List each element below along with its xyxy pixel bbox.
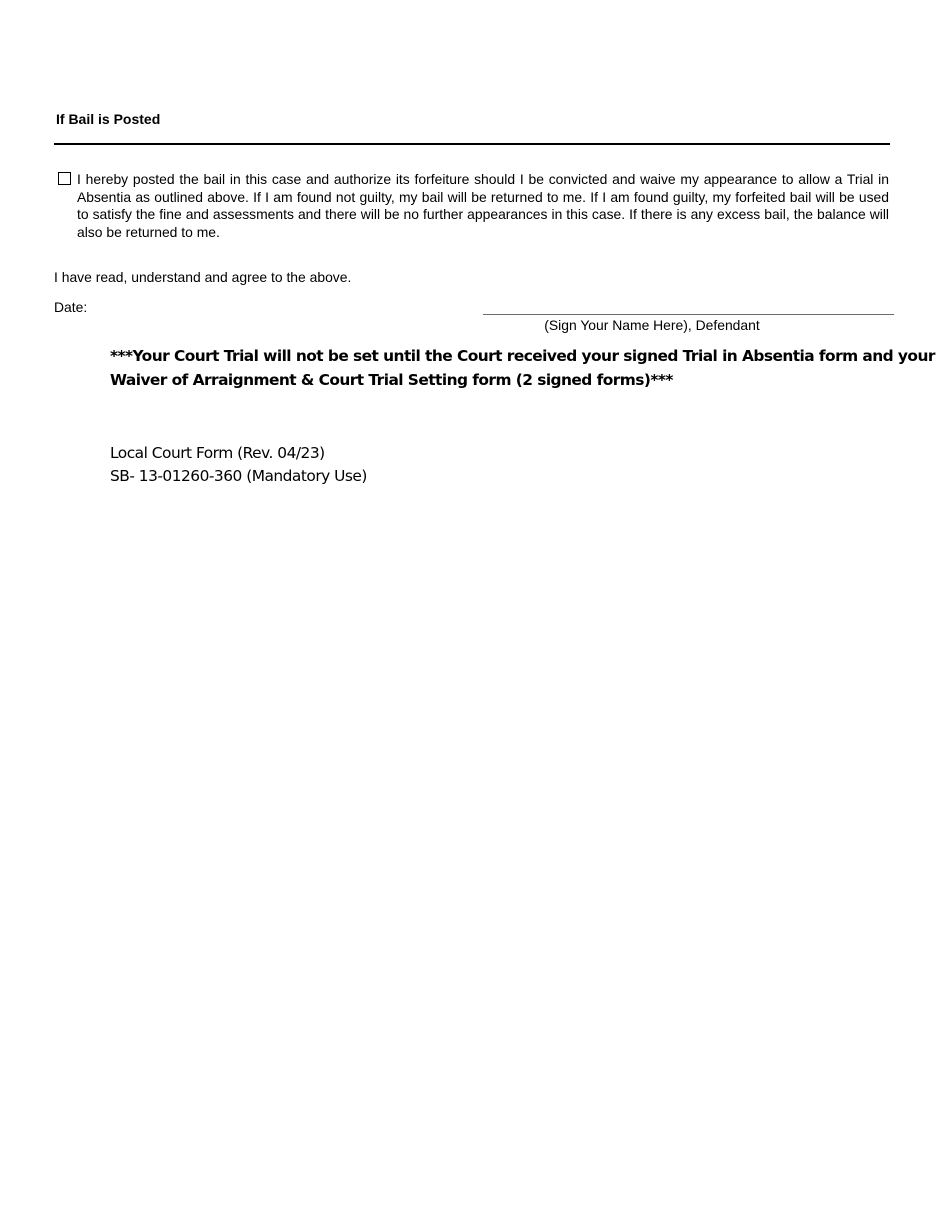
bail-posted-checkbox[interactable] bbox=[58, 172, 71, 185]
acknowledgement-text: I have read, understand and agree to the above. bbox=[54, 269, 352, 285]
signature-caption: (Sign Your Name Here), Defendant bbox=[544, 317, 760, 333]
form-number: SB- 13-01260-360 (Mandatory Use) bbox=[110, 467, 367, 485]
notice-line-1: ***Your Court Trial will not be set until the Court received your signed Trial in Absentia form and your bbox=[110, 347, 935, 365]
defendant-signature-line[interactable] bbox=[483, 314, 894, 315]
form-revision: Local Court Form (Rev. 04/23) bbox=[110, 444, 325, 462]
section-divider bbox=[54, 143, 890, 145]
notice-line-2: Waiver of Arraignment & Court Trial Setting form (2 signed forms)*** bbox=[110, 370, 673, 389]
form-footer bbox=[110, 442, 367, 488]
bail-posted-statement: I hereby posted the bail in this case and authorize its forfeiture should I be convicted and waive my appearance to allow a Trial in Absentia as outlined above. If I am found not guilty, my bail will be returned to me. If I am found guilty, my forfeited bail will be used to satisfy the fine and assessments and there will be no further appearances in this case. If there is any excess bail, the balance will also be returned to me. bbox=[77, 171, 889, 240]
section-title: If Bail is Posted bbox=[56, 111, 161, 127]
date-label: Date: bbox=[54, 299, 88, 315]
court-trial-notice bbox=[110, 345, 935, 392]
